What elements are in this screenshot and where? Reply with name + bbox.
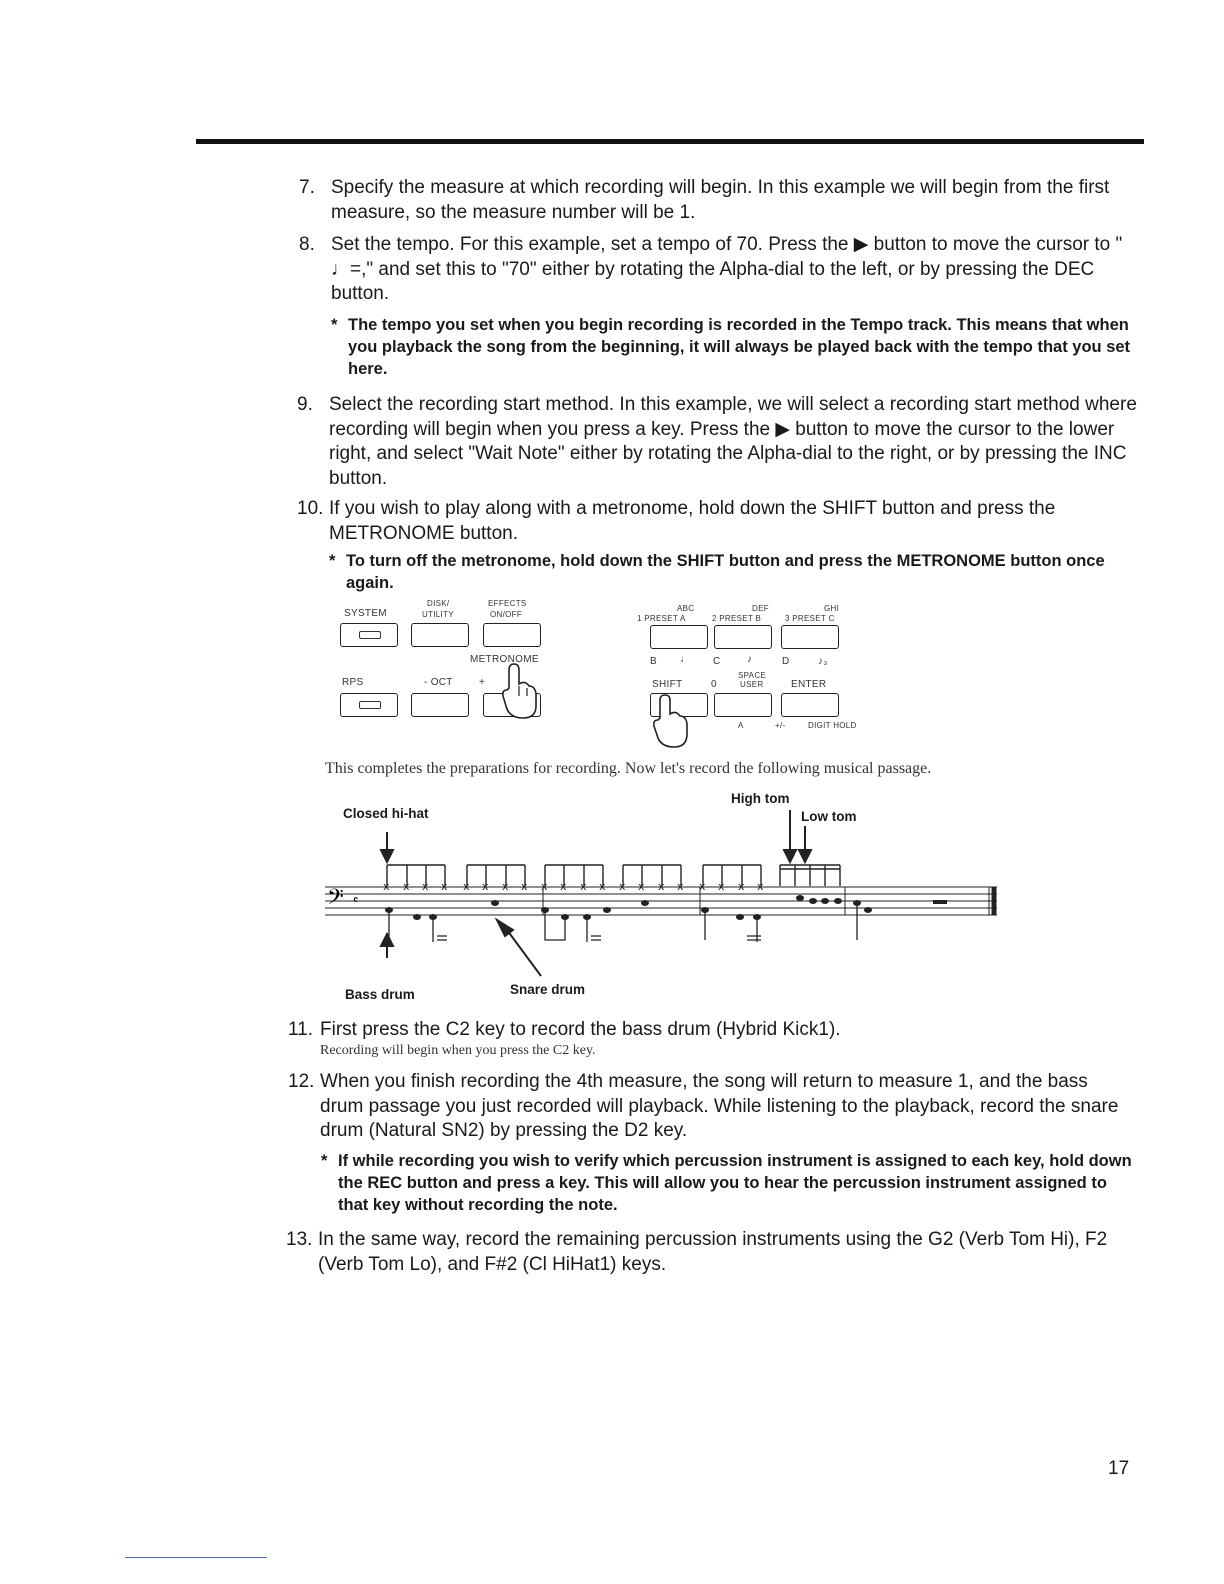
user-button[interactable] [714,693,772,717]
dotted-note-icon: ♪ [747,654,753,665]
note-metronome [329,550,1142,594]
svg-text:x: x [482,880,489,893]
top-rule [196,139,1144,144]
drum-score [325,790,1015,1005]
rps-button[interactable] [340,693,398,717]
step-13 [286,1228,1134,1277]
note-text: To turn off the metronome, hold down the SHIFT button and press the METRONOME button once again. [346,552,1105,592]
svg-text:x: x [699,880,706,893]
button-mark [359,701,381,709]
enter-button[interactable] [781,693,839,717]
step-8 [299,233,1143,307]
step-text: Select the recording start method. In this example, we will select a recording start method where recording will begin when you press a key. Press the ▶ button to move the cursor to the lower right, and select "Wait Note" either by rotating the Alpha-dial to the right, or by pressing the INC button. [329,394,1137,489]
step-number: 10. [297,498,324,519]
step-text: Set the tempo. For this example, set a tempo of 70. Press the ▶ button to move the cursor to " ♩=," and set this to "70" either by rotating the Alpha-dial to the left, or by pressing the DEC button. [331,234,1123,304]
svg-text:x: x [658,880,665,893]
disk-utility-button[interactable] [411,623,469,647]
label-metronome: METRONOME [470,654,539,665]
label-abc: ABC [677,604,695,613]
preset-b-button[interactable] [714,625,772,649]
label-ghi: GHI [824,604,840,613]
svg-text:x: x [502,880,509,893]
step-number: 13. [286,1229,313,1250]
label-space: SPACE [738,671,767,680]
time-signature: 𝄴 [353,893,359,907]
label-def: DEF [752,604,769,613]
label-snare-drum: Snare drum [510,982,586,997]
oct-down-button[interactable] [411,693,469,717]
step-number: 9. [297,394,313,415]
svg-text:x: x [677,880,684,893]
svg-text:x: x [560,880,567,893]
label-system: SYSTEM [344,608,387,619]
caption-c2: Recording will begin when you press the C2 key. [320,1043,596,1058]
step-number: 11. [288,1019,314,1040]
label-zero: 0 [711,679,717,690]
label-rps: RPS [342,677,364,688]
preset-c-button[interactable] [781,625,839,649]
step-12 [288,1070,1134,1144]
step-11 [288,1018,1144,1043]
label-disk: DISK/ [427,599,450,608]
step-10 [297,497,1143,546]
label-a: A [738,721,744,730]
label-oct-plus: + [479,677,486,688]
note-text: If while recording you wish to verify which percussion instrument is assigned to each key, hold down the REC button and press a key. This will allow you to hear the percussion instrument assigned to that key without recording the note. [338,1152,1132,1214]
svg-text:x: x [521,880,528,893]
bass-clef-icon: 𝄢 [327,885,344,915]
step-text: First press the C2 key to record the bass drum (Hybrid Kick1). [320,1019,841,1040]
label-preset-b: 2 PRESET B [712,614,762,623]
hand-pointer-icon [648,694,694,750]
triplet-note-icon: ♪₃ [818,656,828,667]
label-effects: EFFECTS [488,599,527,608]
lower-stems [389,904,857,942]
svg-text:x: x [463,880,470,893]
svg-text:x: x [580,880,587,893]
label-oct-minus: - OCT [424,677,453,688]
label-high-tom: High tom [731,791,790,806]
step-text: When you finish recording the 4th measure, the song will return to measure 1, and the bass drum passage you just recorded will playback. While listening to the playback, record the snare drum (Natural SN2) by pressing the D2 key. [320,1071,1119,1141]
svg-text:x: x [757,880,764,893]
label-enter: ENTER [791,679,827,690]
asterisk-icon: * [331,316,338,334]
note-tempo [331,314,1144,380]
step-text: If you wish to play along with a metronome, hold down the SHIFT button and press the METRONOME button. [329,498,1056,544]
label-bass-drum: Bass drum [345,987,415,1002]
label-low-tom: Low tom [801,809,857,824]
effects-button[interactable] [483,623,541,647]
system-button[interactable] [340,623,398,647]
step-text: Specify the measure at which recording will begin. In this example we will begin from the first measure, so the measure number will be 1. [331,177,1110,223]
svg-text:x: x [403,880,410,893]
asterisk-icon: * [329,552,336,570]
step-number: 8. [299,234,315,255]
svg-text:x: x [383,880,390,893]
label-preset-a: 1 PRESET A [637,614,686,623]
svg-text:x: x [738,880,745,893]
label-onoff: ON/OFF [490,610,523,619]
svg-text:x: x [541,880,548,893]
step-number: 12. [288,1071,315,1092]
annotation-arrows [381,810,811,976]
label-shift: SHIFT [652,679,683,690]
label-b: B [650,656,657,667]
svg-text:x: x [619,880,626,893]
asterisk-icon: * [321,1152,328,1170]
svg-text:x: x [718,880,725,893]
caption-preparations: This completes the preparations for recording. Now let's record the following musical passage. [325,760,932,777]
step-number: 7. [299,177,315,198]
label-user: USER [740,680,764,689]
preset-a-button[interactable] [650,625,708,649]
label-utility: UTILITY [422,610,454,619]
hihat-beams [387,865,840,886]
label-d: D [782,656,790,667]
label-c: C [713,656,721,667]
step-9 [297,393,1143,491]
button-mark [359,631,381,639]
footer-rule [125,1557,267,1558]
svg-text:x: x [422,880,429,893]
step-text: In the same way, record the remaining percussion instruments using the G2 (Verb Tom Hi), F2 (Verb Tom Lo), and F#2 (Cl HiHat1) keys. [318,1229,1108,1275]
label-closed-hihat: Closed hi-hat [343,806,429,821]
note-value-icon: ♩ [680,654,691,665]
label-preset-c: 3 PRESET C [785,614,835,623]
page-number: 17 [1108,1458,1130,1479]
svg-text:x: x [638,880,645,893]
score-drawing [325,790,1015,980]
svg-text:x: x [599,880,606,893]
note-text: The tempo you set when you begin recording is recorded in the Tempo track. This means that when you playback the song from the beginning, it will always be played back with the tempo that you set here. [348,316,1131,378]
note-verify [321,1150,1134,1216]
label-digit-hold: DIGIT HOLD [808,721,857,730]
svg-text:x: x [441,880,448,893]
hand-pointer-icon [495,662,543,722]
label-plusminus: +/- [775,721,786,730]
front-panel-diagram [330,598,860,768]
step-7 [299,176,1143,225]
